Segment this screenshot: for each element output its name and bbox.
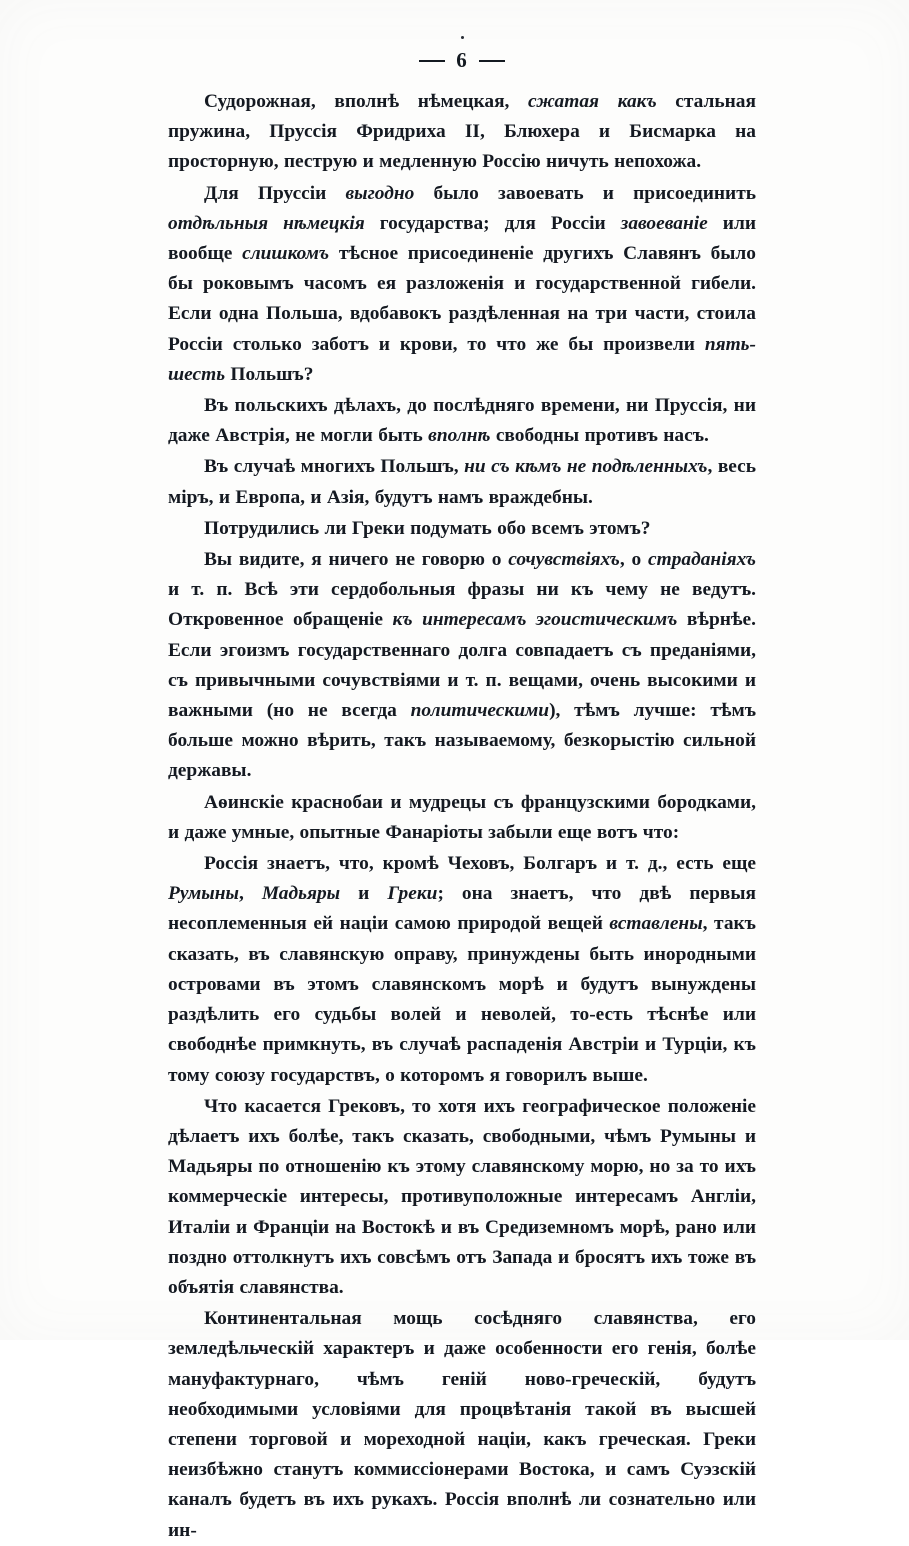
text-run: Судорожная, вполнѣ нѣмецкая, xyxy=(204,91,528,112)
text-run: Что касается Грековъ, то хотя ихъ географическое положеніе дѣлаетъ ихъ болѣе, такъ сказать, свободными, чѣмъ Румыны и Мадьяры по отношенію къ этому славянскому морю, но за то ихъ коммерческіе интересы, противуположные интересамъ Англіи, Италіи и Франціи на Востокѣ и въ Средиземномъ морѣ, рано или поздно оттолкнутъ ихъ совсѣмъ отъ Запада и бросятъ ихъ тоже въ объятія славянства. xyxy=(168,1095,756,1298)
emphasis-text: Греки xyxy=(387,883,438,905)
text-run: ; она знаетъ, что двѣ первыя несоплеменныя ей націи самою природой вещей xyxy=(168,883,757,935)
header-dot xyxy=(461,36,464,39)
text-run: Польшъ? xyxy=(225,363,314,385)
emphasis-text: завоеваніе xyxy=(620,212,708,234)
text-run: вѣрнѣе. Если эгоизмъ государственнаго долга совпадаетъ съ преданіями, съ привычными сочувствіями и т. п. вещами, очень высокими и важными (но не всегда xyxy=(168,609,756,722)
text-run: Россія знаетъ, что, кромѣ Чеховъ, Болгаръ и т. д., есть еще xyxy=(204,853,756,875)
header-rule-right xyxy=(479,60,505,62)
paragraph xyxy=(168,179,756,390)
text-run: государства; для Россіи xyxy=(364,212,621,234)
page-header xyxy=(168,36,756,73)
emphasis-text: Румыны xyxy=(168,883,239,905)
text-run: и т. п. Всѣ эти сердобольныя фразы ни къ чему не ведутъ. Откровенное обращеніе xyxy=(168,579,756,631)
paragraph xyxy=(168,87,756,178)
paragraph xyxy=(168,545,756,787)
emphasis-text: выгодно xyxy=(345,182,415,204)
text-run: стальная пружина, Пруссія Фридриха II, Блюхера и Бисмарка на просторную, пеструю и медленную Россію ничуть непохожа. xyxy=(168,91,756,173)
emphasis-text: пять-шесть xyxy=(168,333,756,385)
header-rule-left xyxy=(419,60,445,62)
text-run: , о xyxy=(619,549,649,571)
emphasis-text: вполнѣ xyxy=(428,425,491,447)
paragraph xyxy=(168,452,756,512)
paragraph xyxy=(168,391,756,451)
emphasis-text: вставлены xyxy=(609,913,703,935)
paragraph xyxy=(168,849,756,1091)
emphasis-text: слишкомъ xyxy=(242,243,330,265)
body-text xyxy=(168,87,756,1546)
text-run: было завоевать и присоединить xyxy=(414,182,756,204)
emphasis-text: сочувствіяхъ xyxy=(508,549,620,571)
emphasis-text: ни съ кѣмъ не подѣленныхъ xyxy=(464,456,708,478)
text-run: тѣсное присоединеніе другихъ Славянъ было бы роковымъ часомъ ея разложенія и государственной гибели. Если одна Польша, вдобавокъ раздѣленная на три части, стоила Россіи столько заботъ и крови, то что же бы произвели xyxy=(168,243,756,355)
text-run: Аѳинскіе краснобаи и мудрецы съ французскими бородками, и даже умные, опытные Фанаріоты забыли еще вотъ что: xyxy=(168,791,756,843)
text-run: , весь міръ, и Европа, и Азія, будутъ намъ враждебны. xyxy=(168,456,756,508)
paragraph xyxy=(168,1092,756,1303)
text-run: Потрудились ли Греки подумать обо всемъ этомъ? xyxy=(204,517,651,539)
emphasis-text: страданіяхъ xyxy=(648,549,756,571)
text-run: Для Пруссіи xyxy=(204,182,346,204)
page-number: 6 xyxy=(456,48,468,72)
paragraph xyxy=(168,514,756,544)
text-run: Вы видите, я ничего не говорю о xyxy=(204,549,509,571)
text-run: или вообще xyxy=(168,212,756,265)
paragraph xyxy=(168,788,756,848)
text-run: Континентальная мощь сосѣдняго славянства, его земледѣльческій характеръ и даже особенности его генія, болѣе мануфактурнаго, чѣмъ геній ново-греческій, будутъ необходимыми условіями для процвѣтанія такой въ высшей степени торговой и мореходной націи, какъ греческая. Греки неизбѣжно станутъ коммиссіонерами Востока, и самъ Суэзскій каналъ будетъ въ ихъ рукахъ. Россія вполнѣ ли сознательно или ин- xyxy=(168,1308,756,1541)
page-content xyxy=(168,36,756,1546)
emphasis-text: Мадьяры xyxy=(261,883,341,905)
emphasis-text: политическими xyxy=(410,700,550,722)
emphasis-text: сжатая какъ xyxy=(528,91,657,112)
paragraph xyxy=(168,1304,756,1546)
text-run: Въ случаѣ многихъ Польшъ, xyxy=(204,456,465,478)
text-run: ), тѣмъ лучше: тѣмъ больше можно вѣрить, такъ называемому, безкорыстію сильной державы. xyxy=(168,700,756,782)
text-run: Въ польскихъ дѣлахъ, до послѣдняго времени, ни Пруссія, ни даже Австрія, не могли быть xyxy=(168,395,756,447)
text-run: свободны противъ насъ. xyxy=(490,425,709,447)
text-run: , xyxy=(238,883,262,905)
emphasis-text: отдѣльныя нѣмецкія xyxy=(168,212,365,234)
emphasis-text: къ интересамъ эгоистическимъ xyxy=(392,609,678,631)
text-run: и xyxy=(340,883,388,905)
text-run: , такъ сказать, въ славянскую оправу, принуждены быть инородными островами въ этомъ славянскомъ морѣ и будутъ вынуждены раздѣлить его судьбы волей и неволей, то-есть тѣснѣе или свободнѣе примкнуть, въ случаѣ распаденія Австріи и Турціи, къ тому союзу государствъ, о которомъ я говорилъ выше. xyxy=(168,913,756,1086)
